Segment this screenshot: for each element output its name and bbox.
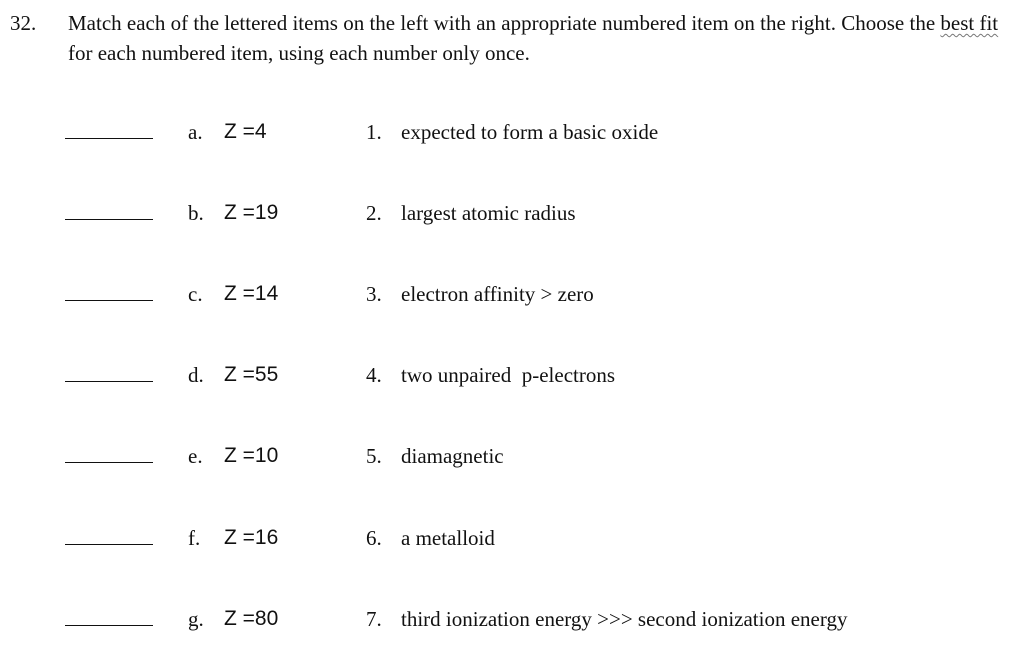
- option-description: expected to form a basic oxide: [401, 120, 659, 144]
- instructions-part2: for each numbered item, using each number only once.: [68, 41, 530, 65]
- item-letter: d.: [188, 363, 204, 387]
- option-number: 4.: [366, 363, 382, 387]
- instructions-best-fit: best fit: [940, 11, 999, 35]
- option-description: electron affinity > zero: [401, 282, 594, 306]
- match-row-e: [0, 441, 1024, 471]
- instructions-part1: Match each of the lettered items on the left with an appropriate numbered item on the right. Choose the: [68, 11, 941, 35]
- item-letter: c.: [188, 282, 203, 306]
- option-description: third ionization energy >>> second ionization energy: [401, 607, 848, 631]
- match-row-b: [0, 198, 1024, 228]
- item-atomic-number: Z =16: [224, 526, 279, 549]
- option-number: 5.: [366, 444, 382, 468]
- question-instructions: [68, 8, 1018, 68]
- answer-blank-d[interactable]: [65, 381, 153, 382]
- answer-blank-c[interactable]: [65, 300, 153, 301]
- answer-blank-e[interactable]: [65, 462, 153, 463]
- item-atomic-number: Z =10: [224, 444, 279, 467]
- item-letter: f.: [188, 526, 201, 550]
- match-row-a: [0, 117, 1024, 147]
- answer-blank-a[interactable]: [65, 138, 153, 139]
- option-description: a metalloid: [401, 526, 495, 550]
- match-row-c: [0, 279, 1024, 309]
- match-row-f: [0, 523, 1024, 553]
- option-number: 3.: [366, 282, 382, 306]
- item-atomic-number: Z =19: [224, 201, 279, 224]
- option-number: 2.: [366, 201, 382, 225]
- option-description: two unpaired p-electrons: [401, 363, 616, 387]
- item-atomic-number: Z =55: [224, 363, 279, 386]
- answer-blank-b[interactable]: [65, 219, 153, 220]
- match-row-d: [0, 360, 1024, 390]
- item-atomic-number: Z =4: [224, 120, 267, 143]
- item-letter: g.: [188, 607, 204, 631]
- item-letter: a.: [188, 120, 203, 144]
- answer-blank-f[interactable]: [65, 544, 153, 545]
- match-row-g: [0, 604, 1024, 634]
- item-atomic-number: Z =80: [224, 607, 279, 630]
- question-number: 32.: [10, 11, 37, 35]
- item-letter: e.: [188, 444, 203, 468]
- option-description: diamagnetic: [401, 444, 504, 468]
- option-number: 1.: [366, 120, 382, 144]
- answer-blank-g[interactable]: [65, 625, 153, 626]
- option-number: 7.: [366, 607, 382, 631]
- item-letter: b.: [188, 201, 204, 225]
- item-atomic-number: Z =14: [224, 282, 279, 305]
- option-number: 6.: [366, 526, 382, 550]
- option-description: largest atomic radius: [401, 201, 576, 225]
